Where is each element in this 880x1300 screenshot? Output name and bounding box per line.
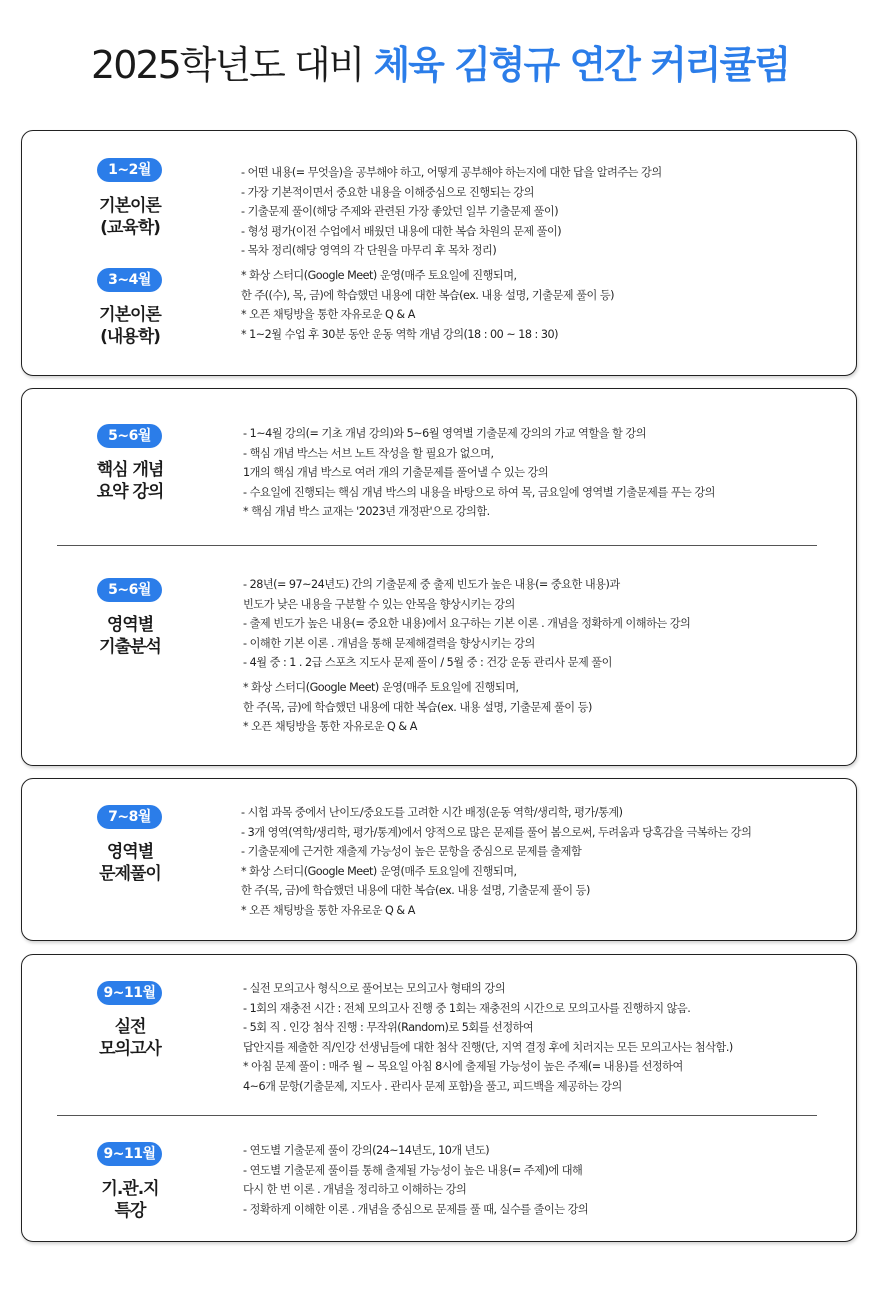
description-line: 빈도가 낮은 내용을 구분할 수 있는 안목을 향상시키는 강의 bbox=[243, 597, 515, 611]
period-badge: 5~6월 bbox=[97, 578, 162, 602]
description-line: - 연도별 기출문제 풀이를 통해 출제될 가능성이 높은 내용(= 주제)에 대해 bbox=[243, 1163, 583, 1177]
description-line: 4~6개 문항(기출문제, 지도사 . 관리사 문제 포함)을 풀고, 피드백을 제공하는 강의 bbox=[243, 1079, 622, 1093]
course-name-line: (교육학) bbox=[100, 218, 160, 238]
description-line: * 오픈 채팅방을 통한 자유로운 Q & A bbox=[241, 903, 415, 917]
description-line: 다시 한 번 이론 . 개념을 정리하고 이해하는 강의 bbox=[243, 1183, 467, 1196]
description-line: - 형성 평가(이전 수업에서 배웠던 내용에 대한 복습 차원의 문제 풀이) bbox=[241, 224, 562, 238]
course-name bbox=[70, 459, 190, 503]
course-name-line: 실전 bbox=[114, 1017, 146, 1037]
course-name bbox=[70, 304, 190, 348]
course-name-line: 요약 강의 bbox=[96, 482, 164, 502]
description-line: 한 주(목, 금)에 학습했던 내용에 대한 복습(ex. 내용 설명, 기출문제 풀이 등) bbox=[243, 700, 592, 714]
course-description bbox=[243, 1141, 588, 1219]
course-name-line: 영역별 bbox=[106, 842, 154, 862]
description-line: 답안지를 제출한 직/인강 선생님들에 대한 첨삭 진행(단, 지역 결정 후에 치러지는 모든 모의고사는 첨삭함.) bbox=[243, 1040, 733, 1054]
description-line: - 1~4월 강의(= 기초 개념 강의)와 5~6월 영역별 기출문제 강의의 가교 역할을 할 강의 bbox=[243, 427, 646, 440]
description-line: - 5회 직 . 인강 첨삭 진행 : 무작위(Random)로 5회를 선정하여 bbox=[243, 1021, 534, 1034]
course-name bbox=[70, 1178, 190, 1222]
description-line: * 화상 스터디(Google Meet) 운영(매주 토요일에 진행되며, bbox=[241, 269, 517, 282]
description-line: * 오픈 채팅방을 통한 자유로운 Q & A bbox=[241, 308, 415, 321]
course-name bbox=[70, 841, 190, 885]
period-badge: 3~4월 bbox=[97, 268, 162, 292]
description-line: 한 주(목, 금)에 학습했던 내용에 대한 복습(ex. 내용 설명, 기출문제 풀이 등) bbox=[241, 884, 590, 897]
description-line: - 정확하게 이해한 이론 . 개념을 중심으로 문제를 풀 때, 실수를 줄이는 강의 bbox=[243, 1202, 589, 1216]
course-name-line: 영역별 bbox=[106, 615, 154, 635]
description-line: - 출제 빈도가 높은 내용(= 중요한 내용)에서 요구하는 기본 이론 . 개념을 정확하게 이해하는 강의 bbox=[243, 617, 691, 630]
description-line: - 목차 정리(해당 영역의 각 단원을 마무리 후 목차 정리) bbox=[241, 244, 497, 257]
period-badge: 7~8월 bbox=[97, 805, 162, 829]
description-line: - 기출문제 풀이(해당 주제와 관련된 가장 좋았던 일부 기출문제 풀이) bbox=[241, 205, 559, 218]
course-name-line: 핵심 개념 bbox=[96, 460, 164, 480]
description-line: - 핵심 개념 박스는 서브 노트 작성을 할 필요가 없으며, bbox=[243, 446, 494, 460]
description-line: - 어떤 내용(= 무엇을)을 공부해야 하고, 어떻게 공부해야 하는지에 대한 답을 알려주는 강의 bbox=[241, 166, 662, 179]
course-name bbox=[70, 195, 190, 239]
description-line: * 화상 스터디(Google Meet) 운영(매주 토요일에 진행되며, bbox=[243, 681, 519, 694]
page-title bbox=[0, 34, 880, 89]
description-line: * 화상 스터디(Google Meet) 운영(매주 토요일에 진행되며, bbox=[241, 864, 517, 878]
course-description bbox=[241, 163, 662, 261]
course-name-line: 기.관.지 bbox=[101, 1179, 159, 1199]
description-line: 1개의 핵심 개념 박스로 여러 개의 기출문제를 풀어낼 수 있는 강의 bbox=[243, 466, 549, 479]
section-divider bbox=[57, 545, 817, 546]
course-notes bbox=[243, 678, 592, 737]
course-name-line: 특강 bbox=[114, 1201, 146, 1221]
course-description bbox=[241, 803, 751, 920]
description-line: * 핵심 개념 박스 교재는 '2023년 개정판'으로 강의함. bbox=[243, 505, 490, 518]
course-name-line: 기본이론 bbox=[99, 305, 161, 325]
description-line: - 4월 중 : 1 . 2급 스포츠 지도사 문제 풀이 / 5월 중 : 건강 운동 관리사 문제 풀이 bbox=[243, 656, 612, 669]
section-divider bbox=[57, 1115, 817, 1116]
description-line: - 실전 모의고사 형식으로 풀어보는 모의고사 형태의 강의 bbox=[243, 982, 505, 995]
course-name-line: 모의고사 bbox=[99, 1039, 161, 1059]
description-line: - 수요일에 진행되는 핵심 개념 박스의 내용을 바탕으로 하여 목, 금요일에 영역별 기출문제를 푸는 강의 bbox=[243, 485, 715, 499]
course-description bbox=[243, 575, 690, 673]
period-badge: 9~11월 bbox=[97, 981, 162, 1005]
course-name-line: 문제풀이 bbox=[99, 864, 161, 884]
course-name-line: 기출분석 bbox=[99, 637, 161, 657]
description-line: * 오픈 채팅방을 통한 자유로운 Q & A bbox=[243, 720, 417, 733]
description-line: - 1회의 재충전 시간 : 전체 모의고사 진행 중 1회는 재충전의 시간으로 모의고사를 진행하지 않음. bbox=[243, 1001, 691, 1015]
course-description bbox=[243, 424, 715, 522]
course-name-line: (내용학) bbox=[100, 327, 160, 347]
description-line: - 3개 영역(역학/생리학, 평가/통계)에서 양적으로 많은 문제를 풀어 봄으로써, 두려움과 당혹감을 극복하는 강의 bbox=[241, 825, 752, 839]
period-badge: 1~2월 bbox=[97, 158, 162, 182]
description-line: - 이해한 기본 이론 . 개념을 통해 문제해결력을 향상시키는 강의 bbox=[243, 636, 535, 650]
description-line: * 아침 문제 풀이 : 매주 월 ~ 목요일 아침 8시에 출제될 가능성이 높은 주제(= 내용)를 선정하여 bbox=[243, 1060, 683, 1073]
description-line: - 28년(= 97~24년도) 간의 기출문제 중 출제 빈도가 높은 내용(= 중요한 내용)과 bbox=[243, 578, 620, 591]
title-prefix: 2025학년도 대비 bbox=[91, 43, 374, 87]
description-line: - 시험 과목 중에서 난이도/중요도를 고려한 시간 배정(운동 역학/생리학, 평가/통계) bbox=[241, 806, 623, 819]
description-line: - 연도별 기출문제 풀이 강의(24~14년도, 10개 년도) bbox=[243, 1144, 490, 1157]
description-line: 한 주((수), 목, 금)에 학습했던 내용에 대한 복습(ex. 내용 설명, 기출문제 풀이 등) bbox=[241, 288, 614, 302]
course-name bbox=[70, 614, 190, 658]
description-line: * 1~2월 수업 후 30분 동안 운동 역학 개념 강의(18 : 00 ~ 18 : 30) bbox=[241, 327, 558, 341]
description-line: - 가장 기본적이면서 중요한 내용을 이해중심으로 진행되는 강의 bbox=[241, 185, 534, 199]
description-line: - 기출문제에 근거한 재출제 가능성이 높은 문항을 중심으로 문제를 출제함 bbox=[241, 845, 582, 858]
course-description bbox=[241, 266, 614, 344]
title-accent: 체육 김형규 연간 커리큘럼 bbox=[373, 43, 789, 87]
course-name-line: 기본이론 bbox=[99, 196, 161, 216]
course-description bbox=[243, 979, 733, 1096]
period-badge: 5~6월 bbox=[97, 424, 162, 448]
period-badge: 9~11월 bbox=[97, 1142, 162, 1166]
course-name bbox=[70, 1016, 190, 1060]
